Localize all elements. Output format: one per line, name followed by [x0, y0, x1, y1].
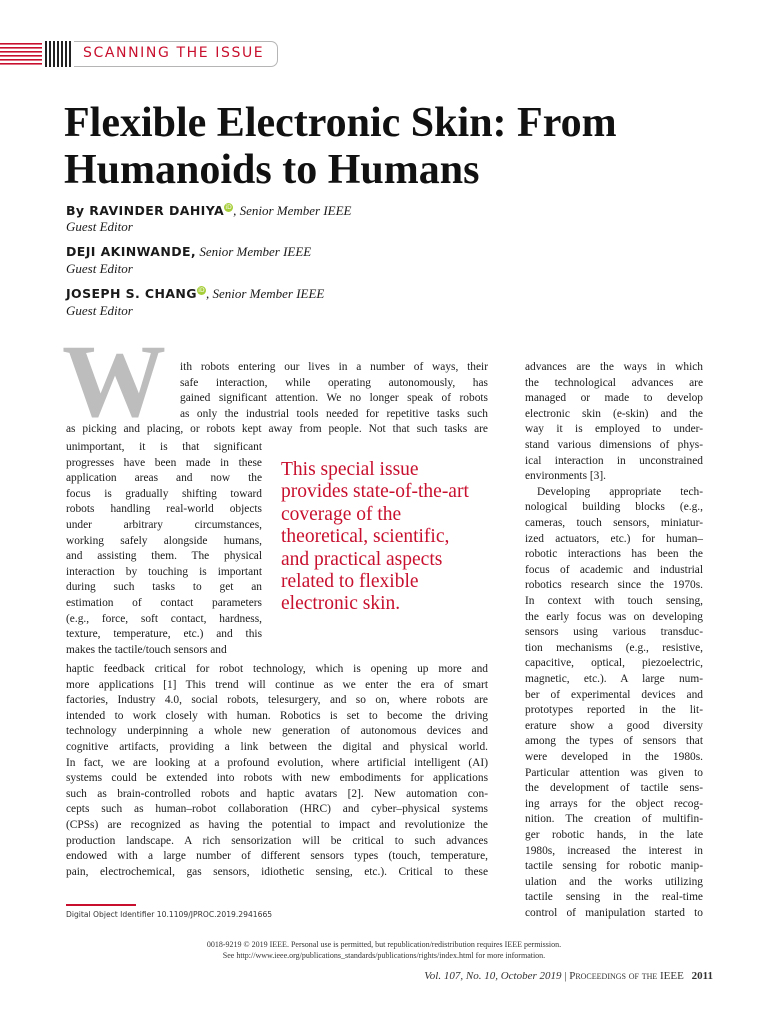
body-line: application areas and now the: [66, 472, 262, 485]
body-line: tion mechanisms (e.g., resistive,: [525, 641, 703, 654]
body-line: nological building blocks (e.g.,: [525, 501, 703, 514]
body-line: and assisting them. The physical: [66, 550, 262, 563]
body-line: ber of experimental devices and: [525, 688, 703, 701]
body-line: tactile sensing for robotic manip-: [525, 860, 703, 873]
body-line: ulation and the works utilizing: [525, 875, 703, 888]
author-1-prefix: By: [66, 203, 90, 218]
body-line: pain, electrochemical, gas sensors, idiothetic sensing, etc.). Critical to these: [66, 865, 488, 878]
author-3-role: Guest Editor: [66, 303, 133, 318]
body-line: as only the industrial tools needed for repetitive tasks such: [180, 407, 488, 420]
article-title: Flexible Electronic Skin: From Humanoids to Humans: [64, 100, 617, 193]
section-tag: [74, 41, 278, 67]
body-line: sensors using various transduc-: [525, 626, 703, 639]
body-line: ized actuators, etc.) for human–: [525, 532, 703, 545]
body-line: electronic skin (e-skin) and the: [525, 407, 703, 420]
body-line: advances are the ways in which: [525, 361, 703, 373]
author-1-role: Guest Editor: [66, 219, 133, 234]
body-line: way it is employed to under-: [525, 423, 703, 436]
body-line: (CPSs) are recognized as having the potential to impact and revolutionize the: [66, 819, 488, 831]
author-2-name[interactable]: DEJI AKINWANDE,: [66, 244, 197, 259]
body-line: ger robotic hands, in the late: [525, 829, 703, 841]
body-line: during such tasks to get an: [66, 581, 262, 594]
body-line: endowed with a large number of different sensors types (touch, temperature,: [66, 850, 488, 863]
body-line: environments [3].: [525, 470, 606, 483]
body-line: 1980s, increased the interest in: [525, 844, 703, 857]
body-line: ical interaction in unconstrained: [525, 454, 703, 467]
body-line: among the types of sensors that: [525, 735, 703, 748]
body-line: (e.g., force, soft contact, hardness,: [66, 612, 262, 625]
copyright-notice: [100, 940, 668, 961]
author-1-name[interactable]: RAVINDER DAHIYA: [89, 203, 225, 218]
body-line: erature show a good diversity: [525, 719, 703, 732]
body-line: Particular attention was given to: [525, 766, 703, 779]
body-line: intended to work closely with human. Robotics is set to become the driving: [66, 709, 488, 722]
body-line: capacitive, optical, piezoelectric,: [525, 657, 703, 670]
body-line: magnetic, etc.). A large num-: [525, 673, 703, 685]
footnote-rule: [66, 904, 136, 906]
footer-separator: |: [564, 970, 567, 982]
body-line: In context with touch sensing,: [525, 595, 703, 607]
body-line: cognitive artifacts, providing a link between the digital and physical world.: [66, 741, 488, 753]
body-line: more applications [1] This trend will continue as we enter the era of smart: [66, 678, 488, 691]
body-line: texture, temperature, etc.) and this: [66, 628, 262, 641]
body-line: unimportant, it is that significant: [66, 441, 262, 453]
body-line: focus of academic and industrial: [525, 563, 703, 576]
body-line: robotics research since the 1970s.: [525, 579, 703, 592]
pull-quote: This special issue provides state-of-the-art coverage of the theoretical, scientific, and practical aspects related to flexible electronic skin.: [281, 459, 469, 615]
body-line: were developed in the 1980s.: [525, 751, 703, 763]
body-line: prototypes reported in the lit-: [525, 704, 703, 717]
volume-info: Vol. 107, No. 10, October 2019: [424, 970, 562, 982]
body-line: managed or made to develop: [525, 392, 703, 405]
body-line: production landscape. A rich sensorization will be critical to such advances: [66, 834, 488, 847]
author-3-affiliation: , Senior Member IEEE: [205, 286, 325, 301]
author-2-affiliation: Senior Member IEEE: [196, 244, 312, 259]
author-1-affiliation: , Senior Member IEEE: [233, 203, 352, 218]
body-line: technology underpinning a whole new generation of autonomous devices and: [66, 725, 488, 738]
body-line: ing arrays for the object recog-: [525, 797, 703, 810]
section-tag-label: SCANNING THE ISSUE: [83, 45, 265, 61]
body-line: safe interaction, while operating autonomously, has: [180, 376, 488, 389]
body-line: interaction by touching is important: [66, 565, 262, 578]
body-line: estimation of contact parameters: [66, 597, 262, 609]
body-line: such as brain-controlled robots and haptic avatars [2]. New automation con-: [66, 787, 488, 800]
body-line: robots handling real-world objects: [66, 503, 262, 516]
author-2-role: Guest Editor: [66, 261, 133, 276]
body-line: the development of tactile sens-: [525, 782, 703, 795]
body-line: ith robots entering our lives in a number of ways, their: [180, 361, 488, 373]
author-3: [66, 286, 324, 302]
body-line: Developing appropriate tech-: [537, 485, 703, 498]
body-line: haptic feedback critical for robot technology, which is opening up more and: [66, 663, 488, 675]
body-line: In fact, we are looking at a profound evolution, where artificial intelligent (AI): [66, 756, 488, 769]
copyright-line: 0018-9219 © 2019 IEEE. Personal use is permitted, but republication/redistribution requires IEEE permission.: [206, 940, 562, 949]
page-footer: [424, 970, 713, 982]
body-line: cepts such as human–robot collaboration (HRC) and cyber–physical systems: [66, 803, 488, 816]
body-line: progresses have been made in these: [66, 456, 262, 469]
rights-link[interactable]: See http://www.ieee.org/publications_standards/publications/rights/index.html for more information.: [222, 950, 546, 960]
body-line: robotic interactions has been the: [525, 548, 703, 561]
header-stripes-graphic: [0, 41, 74, 69]
body-line: systems could be extended into robots with new embodiments for applications: [66, 772, 488, 785]
body-line: as picking and placing, or robots kept away from people. Not that such tasks are: [66, 423, 488, 436]
body-line: gained significant attention. We no longer speak of robots: [180, 392, 488, 405]
body-line: cameras, touch sensors, miniatur-: [525, 517, 703, 529]
author-1: [66, 203, 351, 219]
orcid-icon[interactable]: iD: [225, 204, 232, 211]
page-number: 2011: [691, 970, 713, 982]
body-line: nition. The creation of multifin-: [525, 813, 703, 826]
body-line: the technological advances are: [525, 376, 703, 389]
body-line: makes the tactile/touch sensors and: [66, 643, 227, 656]
body-line: working safely alongside humans,: [66, 534, 262, 547]
body-line: stand various dimensions of phys-: [525, 439, 703, 451]
journal-name: Proceedings of the IEEE: [569, 970, 684, 982]
body-line: focus is gradually shifting toward: [66, 487, 262, 500]
body-line: under arbitrary circumstances,: [66, 519, 262, 531]
author-3-name[interactable]: JOSEPH S. CHANG: [66, 286, 197, 301]
drop-cap: W: [62, 324, 166, 439]
body-line: the early focus was on developing: [525, 610, 703, 623]
body-line: tactile sensing in the real-time: [525, 891, 703, 904]
doi-footnote[interactable]: Digital Object Identifier 10.1109/JPROC.2019.2941665: [66, 910, 273, 919]
body-line: control of manipulation started to: [525, 907, 703, 919]
author-2: [66, 244, 311, 260]
orcid-icon[interactable]: iD: [198, 287, 205, 294]
body-line: factories, Industry 4.0, social robots, telesurgery, and so on, where robots are: [66, 694, 488, 707]
